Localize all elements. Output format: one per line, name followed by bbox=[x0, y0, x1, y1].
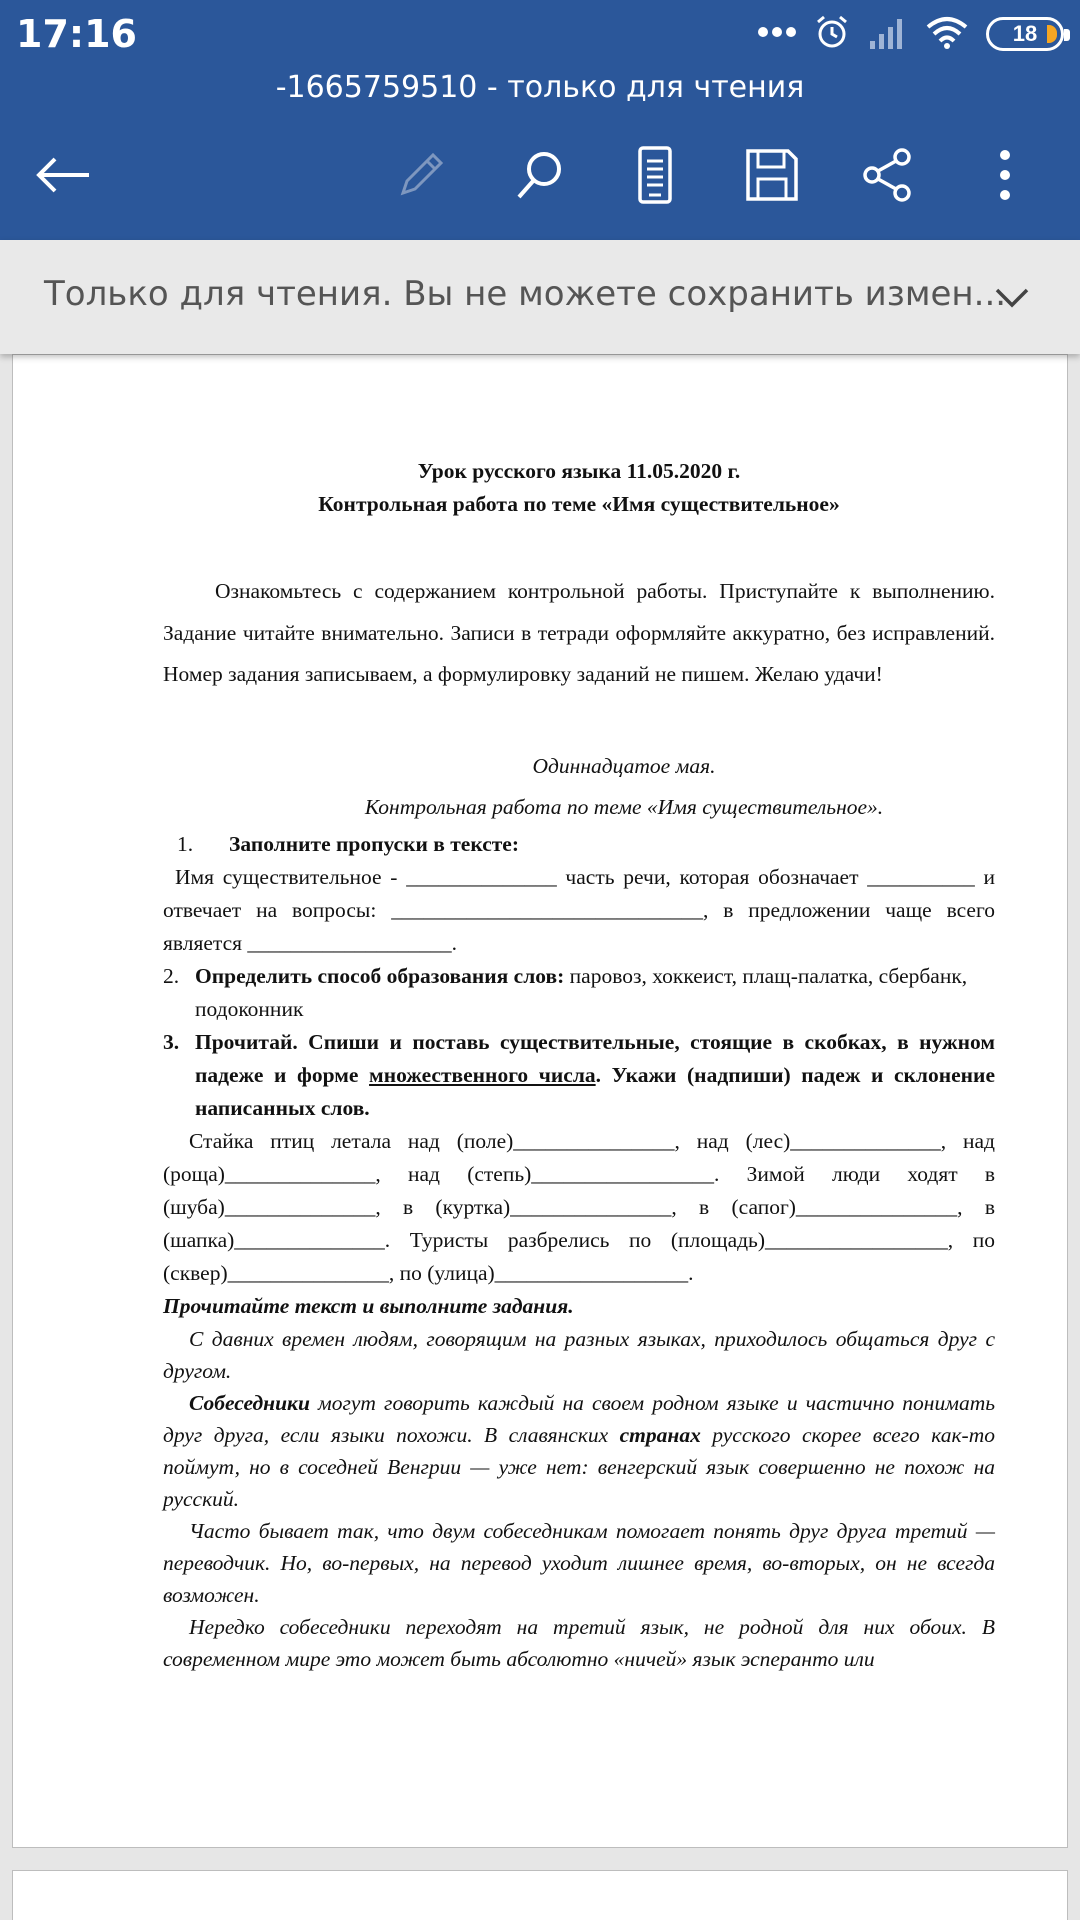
toolbar bbox=[0, 130, 1080, 220]
task-3-underlined: множественного числа bbox=[369, 1062, 596, 1087]
task-2-number: 2. bbox=[163, 963, 180, 988]
task-1-title: Заполните пропуски в тексте: bbox=[229, 831, 519, 856]
task-1-text: Имя существительное - ______________ часть речи, которая обозначает __________ и отвечает на вопросы: _____________________________, в предложении чаще всего является ___________________. bbox=[163, 864, 995, 955]
share-icon bbox=[860, 147, 916, 203]
task-3-text: Стайка птиц летала над (поле)_______________, над (лес)______________, над (роща)______________, над (степь)_________________. Зимой люди ходят в (шуба)______________, в (куртка)_______________, в (сапог)_______________, в (шапка)______________. Туристы разбрелись по (площадь)_________________, по (сквер)_______________, по (улица)__________________. bbox=[163, 1128, 995, 1285]
reading-mode-icon bbox=[635, 145, 675, 205]
date-line: Одиннадцатое мая. bbox=[532, 753, 716, 778]
status-time: 17:16 bbox=[16, 12, 137, 56]
app-header bbox=[0, 0, 1080, 240]
reading-paragraph-4: Нередко собеседники переходят на третий язык, не родной для них обоих. В современном мире это может быть абсолютно «ничей» язык эсперанто или bbox=[163, 1614, 995, 1671]
reading-heading: Прочитайте текст и выполните задания. bbox=[163, 1293, 574, 1318]
subtitle-line: Контрольная работа по теме «Имя существительное». bbox=[364, 794, 884, 819]
edit-button[interactable] bbox=[386, 140, 456, 210]
task-2 bbox=[163, 960, 995, 1026]
document-body bbox=[163, 455, 995, 1675]
chevron-down-icon[interactable] bbox=[984, 270, 1040, 326]
keyword-stranakh: странах bbox=[619, 1422, 701, 1447]
read-only-message: Только для чтения. Вы не можете сохранить измен... bbox=[44, 274, 1007, 314]
back-arrow-icon bbox=[33, 155, 93, 195]
task-3 bbox=[163, 1026, 995, 1125]
reading-paragraph-3: Часто бывает так, что двум собеседникам помогает понять друг друга третий — переводчик. Но, во-первых, на перевод уходит лишнее время, во-вторых, он не всегда возможен. bbox=[163, 1518, 995, 1607]
wifi-icon bbox=[926, 15, 968, 54]
document-page[interactable] bbox=[12, 354, 1068, 1848]
next-document-page[interactable] bbox=[12, 1870, 1068, 1920]
battery-level: 18 bbox=[1012, 21, 1038, 46]
signal-icon bbox=[868, 15, 908, 54]
save-button[interactable] bbox=[737, 140, 807, 210]
save-icon bbox=[744, 147, 800, 203]
task-1-number: 1. bbox=[177, 831, 194, 856]
reading-paragraph-2-part1: могут говорить каждый на своем родном языке и частично понимать друг друга, если языки похожи. В славянских bbox=[163, 1390, 995, 1447]
share-button[interactable] bbox=[853, 140, 923, 210]
alarm-icon bbox=[814, 14, 850, 55]
status-bar bbox=[0, 0, 1080, 70]
search-button[interactable] bbox=[504, 140, 574, 210]
reading-paragraph-2-part2: русского скорее всего как-то поймут, но в соседней Венгрии — уже нет: венгерский язык совершенно не похож на русский. bbox=[163, 1422, 995, 1511]
search-icon bbox=[511, 147, 567, 203]
battery-icon bbox=[986, 17, 1064, 51]
doc-title-line2: Контрольная работа по теме «Имя существительное» bbox=[318, 492, 840, 516]
doc-title-line1: Урок русского языка 11.05.2020 г. bbox=[417, 459, 741, 483]
read-only-banner[interactable] bbox=[0, 240, 1080, 354]
document-title: -1665759510 - только для чтения bbox=[275, 70, 805, 105]
task-2-title: Определить способ образования слов: bbox=[195, 963, 565, 988]
task-3-title: Прочитай. Спиши и поставь существительные, стоящие в скобках, в нужном падеже и форме bbox=[195, 1029, 995, 1087]
keyword-sobesedniki: Собеседники bbox=[189, 1390, 310, 1415]
status-icons bbox=[758, 14, 1064, 54]
task-3-tail: . Укажи (надпиши) падеж и склонение написанных слов. bbox=[195, 1062, 995, 1120]
reading-paragraph-2 bbox=[163, 1387, 995, 1515]
intro-paragraph: Ознакомьтесь с содержанием контрольной работы. Приступайте к выполнению. Задание читайте внимательно. Записи в тетради оформляйте аккуратно, без исправлений. Номер задания записываем, а формулировку заданий не пишем. Желаю удачи! bbox=[163, 579, 995, 686]
more-options-button[interactable] bbox=[970, 140, 1040, 210]
more-dots-icon bbox=[758, 25, 796, 43]
back-button[interactable] bbox=[28, 140, 98, 210]
reading-paragraph-1: С давних времен людям, говорящим на разных языках, приходилось общаться друг с другом. bbox=[163, 1326, 995, 1383]
task-2-words: паровоз, хоккеист, плащ-палатка, сбербанк, подоконник bbox=[195, 963, 968, 1021]
task-3-number: 3. bbox=[163, 1029, 180, 1054]
task-1-heading bbox=[163, 828, 995, 861]
more-vert-icon bbox=[995, 147, 1015, 203]
reading-mode-button[interactable] bbox=[620, 140, 690, 210]
pencil-icon bbox=[393, 147, 449, 203]
